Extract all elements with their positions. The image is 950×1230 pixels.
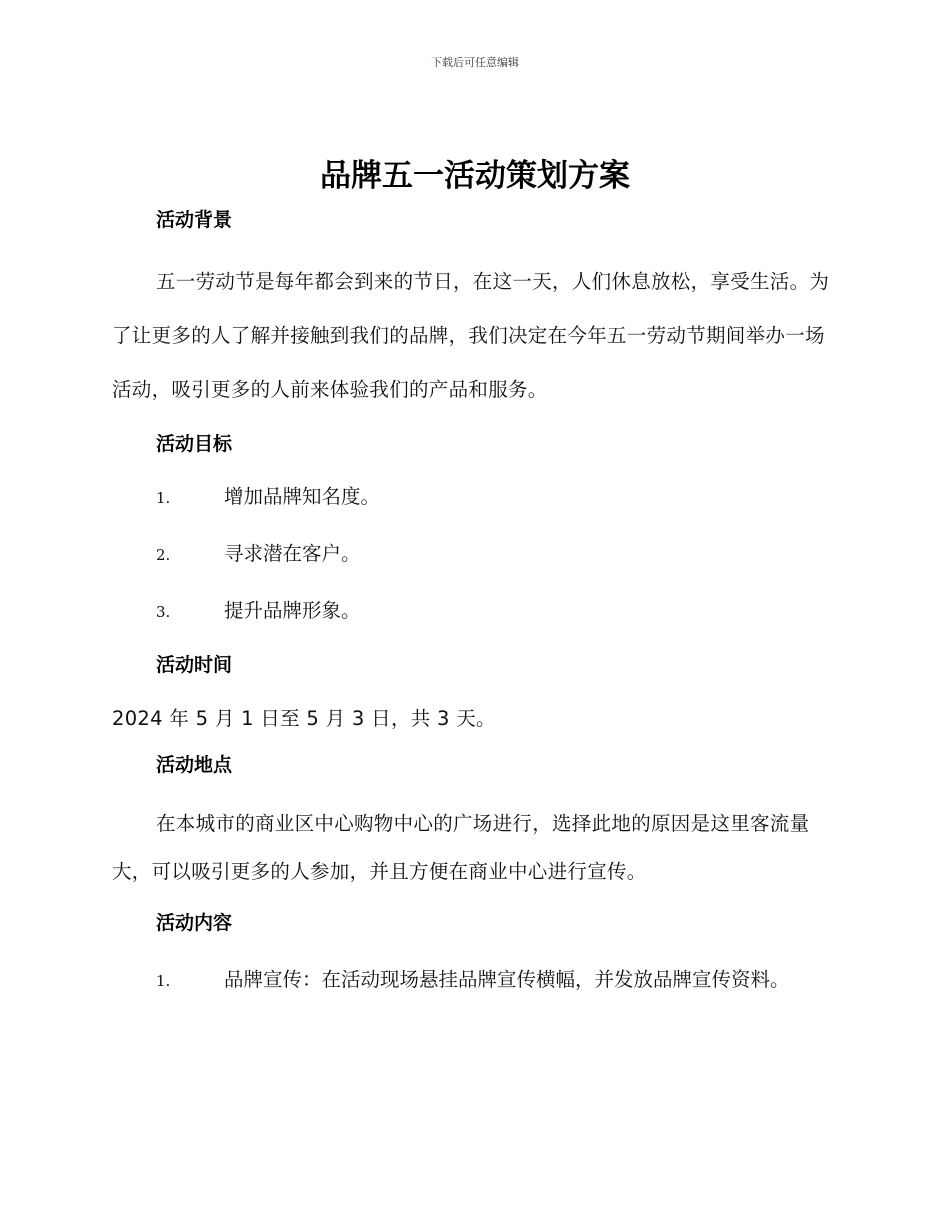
section-heading-goals: 活动目标 bbox=[156, 433, 233, 455]
list-text: 提升品牌形象。 bbox=[224, 599, 361, 622]
section-heading-location: 活动地点 bbox=[156, 754, 233, 776]
list-item bbox=[112, 536, 832, 593]
list-item bbox=[112, 479, 832, 536]
list-text: 寻求潜在客户。 bbox=[224, 542, 361, 565]
section-heading-time: 活动时间 bbox=[156, 654, 233, 676]
list-item bbox=[112, 593, 832, 650]
list-text: 增加品牌知名度。 bbox=[224, 485, 381, 508]
page-title: 品牌五一活动策划方案 bbox=[320, 158, 630, 194]
list-number: 1. bbox=[156, 489, 171, 507]
list-item bbox=[112, 958, 832, 1003]
section-heading-content: 活动内容 bbox=[156, 912, 233, 934]
background-paragraph: 五一劳动节是每年都会到来的节日，在这一天，人们休息放松，享受生活。为了让更多的人了解并接触到我们的品牌，我们决定在今年五一劳动节期间举办一场活动，吸引更多的人前来体验我们的产品和服务。 bbox=[112, 270, 830, 401]
section-heading-background: 活动背景 bbox=[156, 209, 233, 231]
list-number: 1. bbox=[156, 972, 171, 990]
list-number: 2. bbox=[156, 546, 171, 564]
list-number: 3. bbox=[156, 603, 171, 621]
header-note: 下载后可任意编辑 bbox=[431, 56, 519, 69]
location-paragraph: 在本城市的商业区中心购物中心的广场进行，选择此地的原因是这里客流量大，可以吸引更多的人参加，并且方便在商业中心进行宣传。 bbox=[112, 812, 810, 883]
list-text: 品牌宣传：在活动现场悬挂品牌宣传横幅，并发放品牌宣传资料。 bbox=[224, 968, 790, 991]
document-body bbox=[112, 205, 832, 1003]
time-paragraph: 2024 年 5 月 1 日至 5 月 3 日，共 3 天。 bbox=[112, 707, 496, 730]
